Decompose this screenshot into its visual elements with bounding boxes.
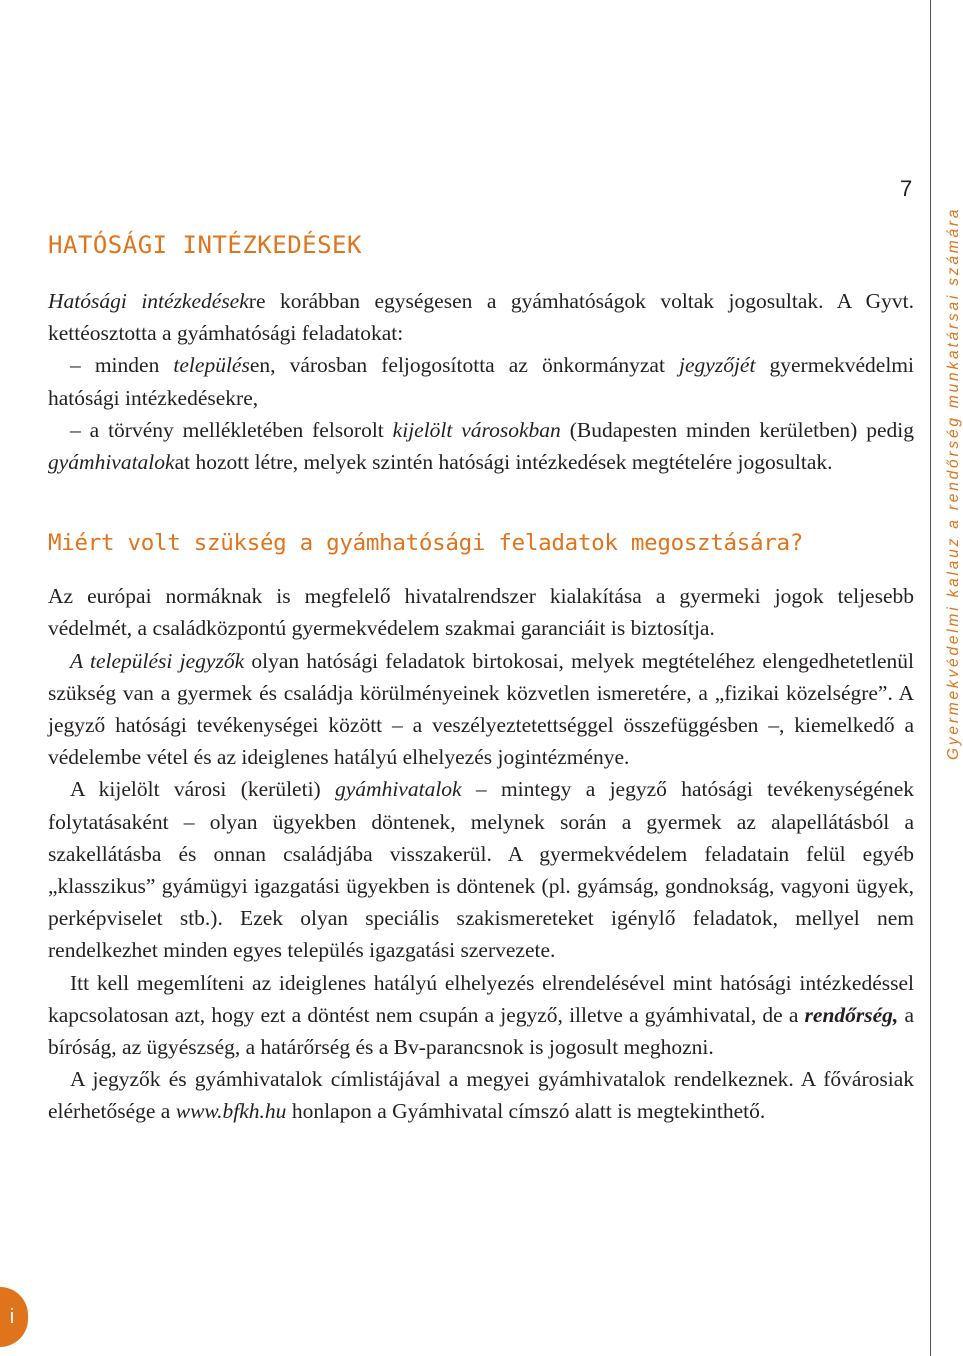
paragraph-jegyzok: A települési jegyzők olyan hatósági feladatok birtokosai, melyek megtételéhez elengedhetetlenül szükség van a gyermek és családja körülményeinek közvetlen ismeretére, a „fizikai közelségre”. A jegyző hatósági tevékenységei között – a veszélyeztetettséggel összefüggésben –, kiemelkedő a védelembe vétel és az ideiglenes hatályú elhelyezés jogintézménye. xyxy=(48,648,914,770)
list-item-telepules: – minden településen, városban feljogosította az önkormányzat jegyzőjét gyermekvédelmi hatósági intézkedésekre, xyxy=(48,353,914,410)
paragraph-gyamhivatalok: A kijelölt városi (kerületi) gyámhivatalok – mintegy a jegyző hatósági tevékenységének folytatásaként – olyan ügyekben döntenek, melynek során a gyermek az alapellátásból a szakellátásba és onnan családjába visszakerül. A gyermekvédelem feladatain felül egyéb „klasszikus” gyámügyi igazgatási ügyekben is döntenek (pl. gyámság, gondnokság, vagyoni ügyek, perképviselet stb.). Ezek olyan speciális szakismereteket igénylő feladatok, mellyel nem rendelkezhet minden egyes település igazgatási szervezete. xyxy=(48,777,915,963)
paragraph-cimlista: A jegyzők és gyámhivatalok címlistájával a megyei gyámhivatalok rendelkeznek. A fővárosiak elérhetősége a www.bfkh.hu honlapon a Gyámhivatal címszó alatt is megtekinthető. xyxy=(48,1067,914,1124)
page-number: 7 xyxy=(900,176,913,201)
subsection-heading: Miért volt szükség a gyámhatósági feladatok megosztására? xyxy=(48,530,804,557)
intro-paragraph: Hatósági intézkedésekre korábban egységesen a gyámhatóságok voltak jogosultak. A Gyvt. kettéosztotta a gyámhatósági feladatokat: xyxy=(48,289,915,346)
paragraph-european-norms: Az európai normáknak is megfelelő hivatalrendszer kialakítása a gyermeki jogok teljesebb védelmét, a családközpontú gyermekvédelem szakmai garanciáit is biztosítja. xyxy=(48,584,914,641)
running-title-vertical: Gyermekvédelmi kalauz a rendőrség munkatársai számára xyxy=(945,206,962,760)
section-heading: HATÓSÁGI INTÉZKEDÉSEK xyxy=(48,231,362,259)
main-content xyxy=(48,226,914,1128)
website-link: www.bfkh.hu xyxy=(175,1099,287,1124)
paragraph-ideiglenes-elhelyezes: Itt kell megemlíteni az ideiglenes hatályú elhelyezés elrendelésével mint hatósági intézkedéssel kapcsolatosan azt, hogy ezt a döntést nem csupán a jegyző, illetve a gyámhivatal, de a rendőrség, a bíróság, az ügyészség, a határőrség és a Bv-parancsnok is jogosult meghozni. xyxy=(48,970,914,1060)
list-item-kijelolt-varosok: – a törvény mellékletében felsorolt kijelölt városokban (Budapesten minden kerületben) pedig gyámhivatalokat hozott létre, melyek szintén hatósági intézkedések megtételére jogosultak. xyxy=(48,417,914,475)
info-marker-icon: i xyxy=(0,1287,28,1347)
margin-rule xyxy=(930,0,931,1356)
